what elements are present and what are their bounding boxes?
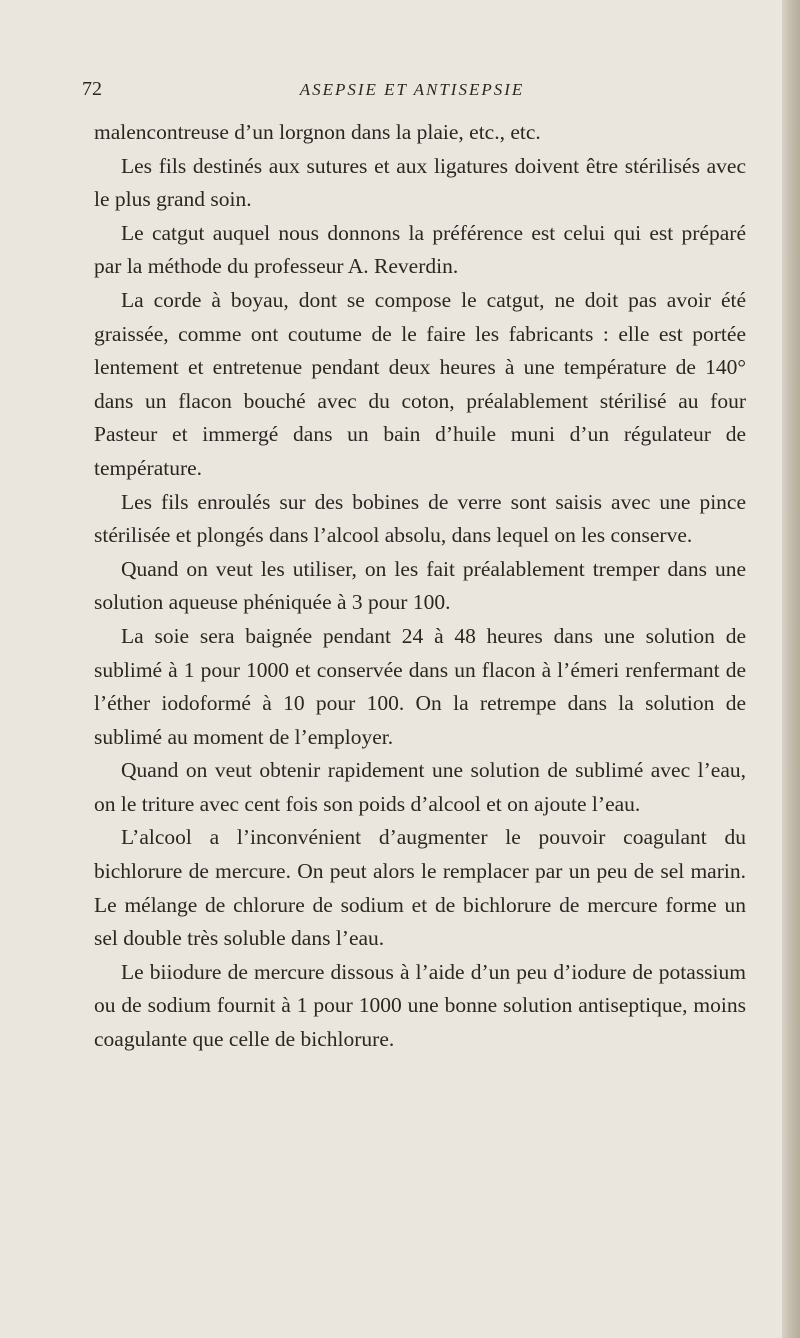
page-header [82, 78, 742, 108]
paragraph: Quand on veut les utiliser, on les fait préalablement tremper dans une solution aqueuse phéniquée à 3 pour 100. [94, 556, 746, 615]
paragraph: malencontreuse d’un lorgnon dans la plaie, etc., etc. [94, 120, 541, 144]
running-title: ASEPSIE ET ANTISEPSIE [299, 80, 525, 99]
paragraph: La soie sera baignée pendant 24 à 48 heures dans une solution de sublimé à 1 pour 1000 et conservée dans un flacon à l’émeri renfermant de l’éther iodoformé à 10 pour 100. On la retrempe dans la solution de sublimé au moment de l’employer. [94, 623, 746, 749]
paragraph: Le catgut auquel nous donnons la préférence est celui qui est préparé par la méthode du professeur A. Reverdin. [94, 220, 746, 279]
paragraph: Quand on veut obtenir rapidement une solution de sublimé avec l’eau, on le triture avec cent fois son poids d’alcool et on ajoute l’eau. [94, 758, 746, 816]
body-text [94, 116, 746, 1057]
paragraph: L’alcool a l’inconvénient d’augmenter le pouvoir coagulant du bichlorure de mercure. On peut alors le remplacer par un peu de sel marin. Le mélange de chlorure de sodium et de bichlorure de mercure forme un sel double très soluble dans l’eau. [94, 825, 746, 951]
paragraph: Le biiodure de mercure dissous à l’aide d’un peu d’iodure de potassium ou de sodium fournit à 1 pour 1000 une bonne solution antiseptique, moins coagulante que celle de bichlorure. [94, 959, 746, 1052]
page-edge [782, 0, 800, 1338]
paragraph: Les fils enroulés sur des bobines de verre sont saisis avec une pince stérilisée et plongés dans l’alcool absolu, dans lequel on les conserve. [94, 489, 746, 548]
page-number: 72 [82, 78, 102, 100]
paragraph: Les fils destinés aux sutures et aux ligatures doivent être stérilisés avec le plus grand soin. [94, 153, 746, 212]
paragraph: La corde à boyau, dont se compose le catgut, ne doit pas avoir été graissée, comme ont coutume de le faire les fabricants : elle est portée lentement et entretenue pendant deux heures à une température de 140° dans un flacon bouché avec du coton, préalablement stérilisé au four Pasteur et immergé dans un bain d’huile muni d’un régulateur de température. [94, 287, 746, 480]
